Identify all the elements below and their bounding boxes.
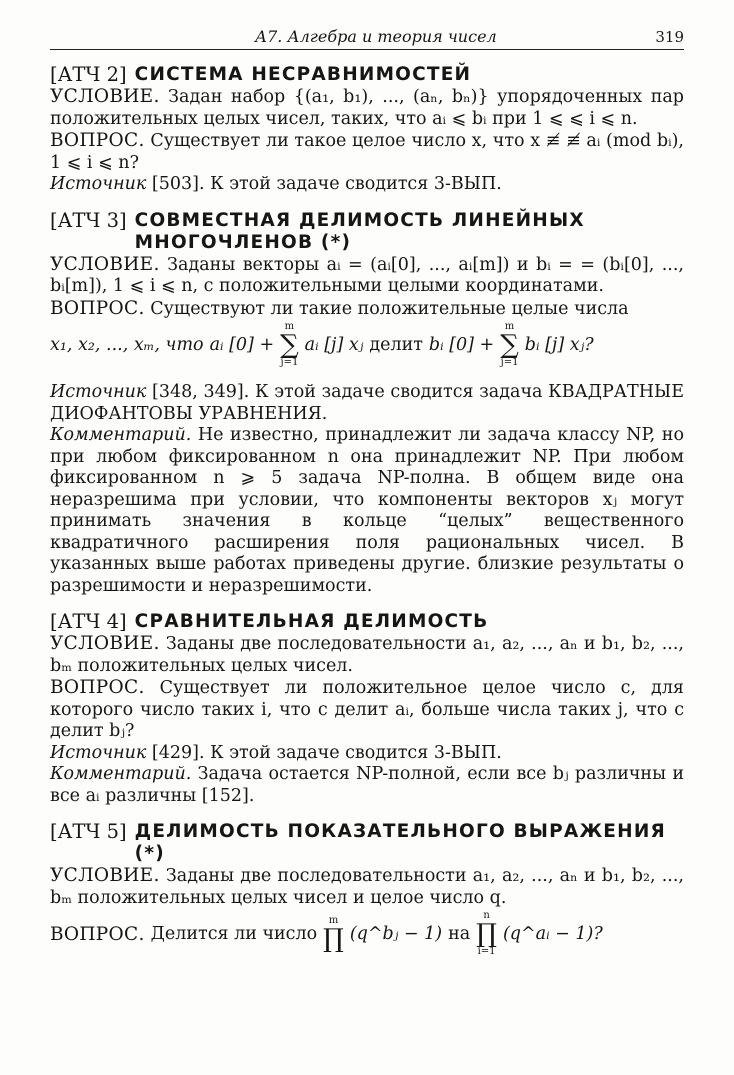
condition-paragraph: [50, 633, 684, 677]
product-term-2: (q^aᵢ − 1)?: [502, 924, 603, 944]
problem-heading: [50, 64, 684, 86]
condition-label: УСЛОВИЕ.: [50, 865, 160, 886]
question-formula: [50, 909, 684, 959]
sum-symbol: [280, 322, 299, 368]
problem-entry: [50, 64, 684, 196]
pi-glyph: ∏: [323, 924, 344, 954]
product-upper-limit: n: [483, 910, 490, 921]
section-title: А7. Алгебра и теория чисел: [255, 27, 497, 46]
problem-code: [АТЧ 2]: [50, 63, 127, 86]
problem-title: ДЕЛИМОСТЬ ПОКАЗАТЕЛЬНОГО ВЫРАЖЕНИЯ (*): [134, 821, 666, 864]
source-label: Источник: [50, 382, 147, 402]
comment-text: Не известно, принадлежит ли задача классу NP, но при любом фиксированном n она принадлежит NP. При любом фиксированном n ⩾ 5 задача NP-полна. В общем виде она неразрешима при условии, что компоненты векторов xⱼ могут принимать значения в кольце “целых” вещественного квадратичного расширения поля рациональных чисел. В указанных выше работах приведены другие. близкие результаты о разрешимости и неразрешимости.: [50, 425, 684, 596]
source-text: [503]. К этой задаче сводится 3-ВЫП.: [151, 174, 502, 194]
product-lower-limit: i=1: [477, 946, 496, 957]
formula-right: bᵢ [0] +: [428, 335, 495, 355]
condition-label: УСЛОВИЕ.: [50, 86, 160, 107]
question-prefix: Делится ли число: [150, 924, 318, 944]
question-label: ВОПРОС.: [50, 297, 145, 319]
problem-heading: [50, 611, 684, 633]
problem-heading: [50, 821, 684, 865]
question-paragraph: [50, 130, 684, 174]
question-text: Существуют ли такие положительные целые числа: [150, 298, 629, 319]
formula-left: aᵢ [0] +: [209, 335, 275, 355]
problem-entry: [50, 611, 684, 807]
condition-paragraph: [50, 254, 684, 298]
product-term-1: (q^bⱼ − 1): [349, 924, 443, 944]
product-symbol: [323, 916, 344, 952]
comment-paragraph: [50, 764, 684, 807]
condition-text: Заданы две последовательности a₁, a₂, ..., aₙ и b₁, b₂, ..., bₘ положительных целых чисел и целое число q.: [50, 866, 684, 908]
condition-text: Заданы две последовательности a₁, a₂, ..., aₙ и b₁, b₂, ..., bₘ положительных целых чисел.: [50, 634, 684, 676]
source-paragraph: [50, 743, 684, 765]
sigma-glyph: ∑: [280, 330, 299, 360]
comment-label: Комментарий.: [50, 764, 192, 784]
question-label: ВОПРОС.: [50, 677, 145, 698]
problem-entry: [50, 210, 684, 598]
condition-text: Задан набор {(a₁, b₁), ..., (aₙ, bₙ)} упорядоченных пар положительных целых чисел, таких, что aᵢ ⩽ bᵢ при 1 ⩽ ⩽ i ⩽ n.: [50, 87, 684, 129]
condition-paragraph: [50, 865, 684, 909]
product-upper-limit: m: [328, 915, 339, 926]
condition-label: УСЛОВИЕ.: [50, 253, 160, 275]
source-text: [348, 349]. К этой задаче сводится задача КВАДРАТНЫЕ ДИОФАНТОВЫ УРАВНЕНИЯ.: [50, 382, 684, 424]
condition-text: Заданы векторы aᵢ = (aᵢ[0], ..., aᵢ[m]) и bᵢ = = (bᵢ[0], ..., bᵢ[m]), 1 ⩽ i ⩽ n, с положительными целыми координатами.: [50, 254, 684, 296]
source-text: [429]. К этой задаче сводится 3-ВЫП.: [151, 742, 502, 763]
question-text: Существует ли такое целое число x, что x ≢ ≢ aᵢ (mod bᵢ), 1 ⩽ i ⩽ n?: [50, 131, 684, 173]
comment-label: Комментарий.: [50, 425, 192, 445]
formula-divides: делит: [369, 335, 423, 355]
problem-code: [АТЧ 5]: [50, 820, 127, 843]
question-text: Существует ли положительное целое число c, для которого число таких i, что c делит aᵢ, больше числа таких j, что c делит bⱼ?: [50, 678, 684, 741]
problem-title: СРАВНИТЕЛЬНАЯ ДЕЛИМОСТЬ: [134, 611, 489, 632]
problem-code: [АТЧ 3]: [50, 208, 127, 232]
sigma-glyph: ∑: [500, 330, 519, 360]
problem-heading: [50, 210, 684, 254]
sum-symbol: [500, 322, 519, 368]
formula-on: на: [448, 924, 471, 944]
problem-title: СИСТЕМА НЕСРАВНИМОСТЕЙ: [134, 64, 472, 85]
condition-paragraph: [50, 86, 684, 130]
source-label: Источник: [50, 174, 147, 194]
question-paragraph: [50, 677, 684, 743]
question-paragraph: [50, 298, 684, 321]
formula-left-term: aᵢ [j] xⱼ: [304, 335, 364, 355]
sum-upper-limit: m: [504, 321, 515, 332]
condition-label: УСЛОВИЕ.: [50, 633, 160, 654]
source-paragraph: [50, 382, 684, 425]
problem-code: [АТЧ 4]: [50, 610, 127, 633]
book-page: [50, 18, 684, 959]
running-header: [50, 18, 684, 50]
formula-vars: x₁, x₂, ..., xₘ, что: [50, 335, 204, 355]
problem-title: СОВМЕСТНАЯ ДЕЛИМОСТЬ ЛИНЕЙНЫХ МНОГОЧЛЕНОВ (*): [134, 209, 585, 253]
question-label: ВОПРОС.: [50, 130, 145, 151]
comment-text: Задача остается NP-полной, если все bⱼ различны и все aᵢ различны [152].: [50, 764, 684, 806]
sum-upper-limit: m: [284, 321, 295, 332]
formula-right-term: bᵢ [j] xⱼ?: [524, 335, 594, 355]
source-paragraph: [50, 174, 684, 196]
sum-lower-limit: j=1: [280, 357, 299, 368]
pi-glyph: ∏: [476, 919, 497, 949]
divisibility-formula: [50, 320, 684, 370]
comment-paragraph: [50, 425, 684, 597]
problem-entry: [50, 821, 684, 959]
product-symbol: [476, 911, 497, 957]
source-label: Источник: [50, 742, 147, 763]
question-label: ВОПРОС.: [50, 923, 145, 945]
sum-lower-limit: j=1: [500, 357, 519, 368]
page-number: 319: [655, 28, 684, 46]
